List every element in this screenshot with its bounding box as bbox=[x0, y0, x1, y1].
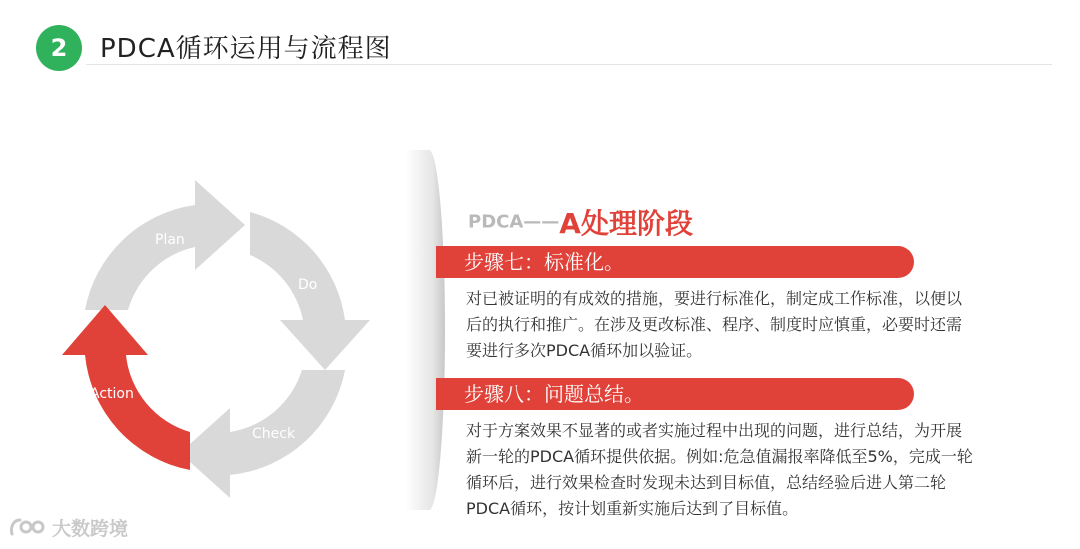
title-divider bbox=[86, 64, 1052, 65]
step-eight-line: 循环后，进行效果检查时发现未达到目标值，总结经验后进人第二轮 bbox=[466, 473, 947, 492]
phase-title: A处理阶段 bbox=[559, 207, 693, 240]
page-title: PDCA循环运用与流程图 bbox=[100, 34, 392, 64]
watermark-text: 大数跨境 bbox=[52, 517, 129, 540]
pdca-cycle-svg bbox=[40, 170, 390, 510]
step-eight-line: 新一轮的PDCA循环提供依据。例如:危急值漏报率降低至5%，完成一轮 bbox=[466, 447, 973, 466]
watermark-logo-icon bbox=[8, 516, 46, 538]
step-seven-banner: 步骤七：标准化。 bbox=[436, 246, 914, 278]
step-seven-line: 后的执行和推广。在涉及更改标准、程序、制度时应慎重，必要时还需 bbox=[466, 315, 963, 334]
step-seven-line: 要进行多次PDCA循环加以验证。 bbox=[466, 341, 703, 360]
title-bar bbox=[0, 0, 1080, 80]
phase-content-panel bbox=[436, 200, 1056, 530]
phase-prefix: PDCA—— bbox=[468, 211, 560, 233]
action-label: Action bbox=[90, 386, 134, 402]
step-eight-line: 对于方案效果不显著的或者实施过程中出现的问题，进行总结，为开展 bbox=[466, 421, 963, 440]
step-seven-line: 对已被证明的有成效的措施，要进行标准化，制定成工作标准，以便以 bbox=[466, 289, 963, 308]
phase-heading bbox=[468, 202, 693, 242]
pdca-cycle-diagram bbox=[40, 170, 390, 510]
section-number-badge: 2 bbox=[36, 25, 82, 71]
watermark bbox=[8, 512, 128, 542]
step-eight-description bbox=[466, 418, 1046, 522]
step-eight-line: PDCA循环，按计划重新实施后达到了目标值。 bbox=[466, 499, 799, 518]
do-label: Do bbox=[298, 277, 318, 293]
check-label: Check bbox=[252, 426, 296, 442]
step-seven-description bbox=[466, 286, 1046, 364]
step-eight-banner: 步骤八：问题总结。 bbox=[436, 378, 914, 410]
plan-label: Plan bbox=[155, 232, 185, 248]
